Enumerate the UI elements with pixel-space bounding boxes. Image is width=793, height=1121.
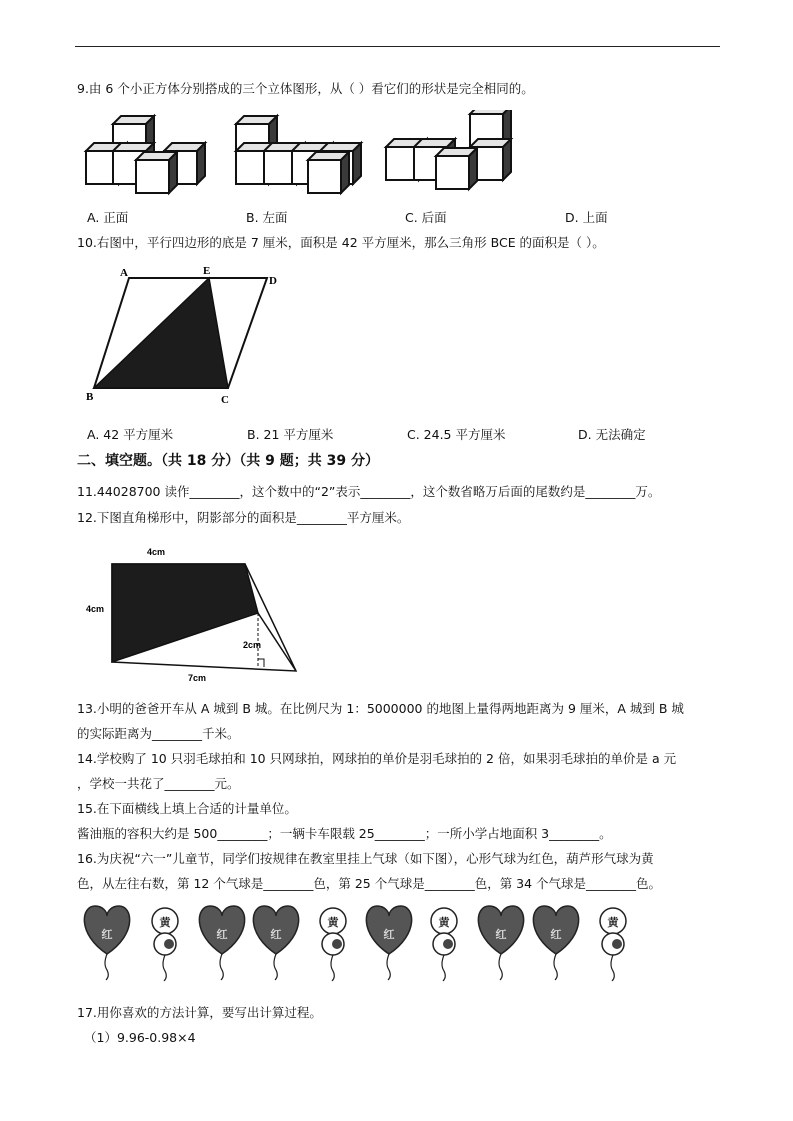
q9-option-d[interactable]: D. 上面 — [565, 210, 608, 225]
gourd-balloon — [600, 908, 626, 981]
q12-label-top: 4cm — [147, 547, 166, 557]
q12-label-height: 2cm — [243, 640, 262, 650]
q14-line-2: ，学校一共花了________元。 — [77, 776, 240, 791]
q12-trapezoid-figure — [82, 540, 312, 685]
heart-balloon — [478, 906, 523, 980]
section-2-title: 二、填空题。（共 18 分）（共 9 题；共 39 分） — [77, 453, 379, 469]
q12-label-left: 4cm — [86, 604, 105, 614]
q9-option-c[interactable]: C. 后面 — [405, 210, 447, 225]
q9-figure-3 — [386, 110, 511, 189]
gourd-balloon — [431, 908, 457, 981]
q9-figure-2 — [236, 116, 361, 193]
balloon-label: 黄 — [159, 916, 171, 929]
balloon-label: 红 — [383, 928, 395, 941]
q16-balloon-row — [80, 902, 640, 984]
balloon-label: 红 — [270, 928, 282, 941]
balloon-label: 红 — [550, 928, 562, 941]
balloon-label: 黄 — [438, 916, 450, 929]
q15-line-1: 15.在下面横线上填上合适的计量单位。 — [77, 801, 297, 816]
gourd-balloon — [152, 908, 178, 981]
heart-balloon — [533, 906, 578, 980]
q9-option-a[interactable]: A. 正面 — [87, 210, 129, 225]
q11-text: 11.44028700 读作________，这个数中的“2”表示________，这个数省略万后面的尾数约是________万。 — [77, 484, 661, 499]
q10-label-a: A — [120, 267, 128, 279]
heart-balloon — [84, 906, 129, 980]
q15-line-2: 酱油瓶的容积大约是 500________；一辆卡车限载 25________；一所小学占地面积 3________。 — [77, 826, 612, 841]
balloon-label: 红 — [101, 928, 113, 941]
q13-line-2: 的实际距离为________千米。 — [77, 726, 240, 741]
q9-option-b[interactable]: B. 左面 — [246, 210, 288, 225]
q10-label-b: B — [86, 391, 94, 403]
q10-parallelogram-figure — [82, 262, 292, 407]
q16-line-2: 色，从左往右数，第 12 个气球是________色，第 25 个气球是________色，第 34 个气球是________色。 — [77, 876, 662, 891]
q10-label-d: D — [269, 275, 277, 287]
q12-label-bottom: 7cm — [188, 673, 207, 683]
q10-label-c: C — [221, 394, 229, 406]
q9-text: 9.由 6 个小正方体分别搭成的三个立体图形，从（ ）看它们的形状是完全相同的。 — [77, 81, 534, 96]
balloon-label: 红 — [216, 928, 228, 941]
balloon-label: 黄 — [607, 916, 619, 929]
heart-balloon — [199, 906, 244, 980]
heart-balloon — [253, 906, 298, 980]
balloon-label: 红 — [495, 928, 507, 941]
q17-sub-1: （1）9.96-0.98×4 — [84, 1030, 196, 1045]
q12-text: 12.下图直角梯形中，阴影部分的面积是________平方厘米。 — [77, 510, 410, 525]
q16-line-1: 16.为庆祝“六一”儿童节，同学们按规律在教室里挂上气球（如下图），心形气球为红色，葫芦形气球为黄 — [77, 851, 654, 866]
q10-text: 10.右图中，平行四边形的底是 7 厘米，面积是 42 平方厘米，那么三角形 BCE 的面积是（ ）。 — [77, 235, 605, 250]
q10-option-b[interactable]: B. 21 平方厘米 — [247, 427, 334, 442]
q10-option-c[interactable]: C. 24.5 平方厘米 — [407, 427, 506, 442]
q10-option-a[interactable]: A. 42 平方厘米 — [87, 427, 174, 442]
gourd-balloon — [320, 908, 346, 981]
q13-line-1: 13.小明的爸爸开车从 A 城到 B 城。在比例尺为 1：5000000 的地图上量得两地距离为 9 厘米，A 城到 B 城 — [77, 701, 684, 716]
heart-balloon — [366, 906, 411, 980]
q10-label-e: E — [203, 265, 211, 277]
q17-text: 17.用你喜欢的方法计算，要写出计算过程。 — [77, 1005, 322, 1020]
balloon-label: 黄 — [327, 916, 339, 929]
q9-figure-1 — [86, 116, 205, 193]
q9-cube-figures — [80, 110, 520, 196]
q14-line-1: 14.学校购了 10 只羽毛球拍和 10 只网球拍，网球拍的单价是羽毛球拍的 2 倍，如果羽毛球拍的单价是 a 元 — [77, 751, 677, 766]
header-rule — [75, 46, 720, 47]
q10-option-d[interactable]: D. 无法确定 — [578, 427, 646, 442]
